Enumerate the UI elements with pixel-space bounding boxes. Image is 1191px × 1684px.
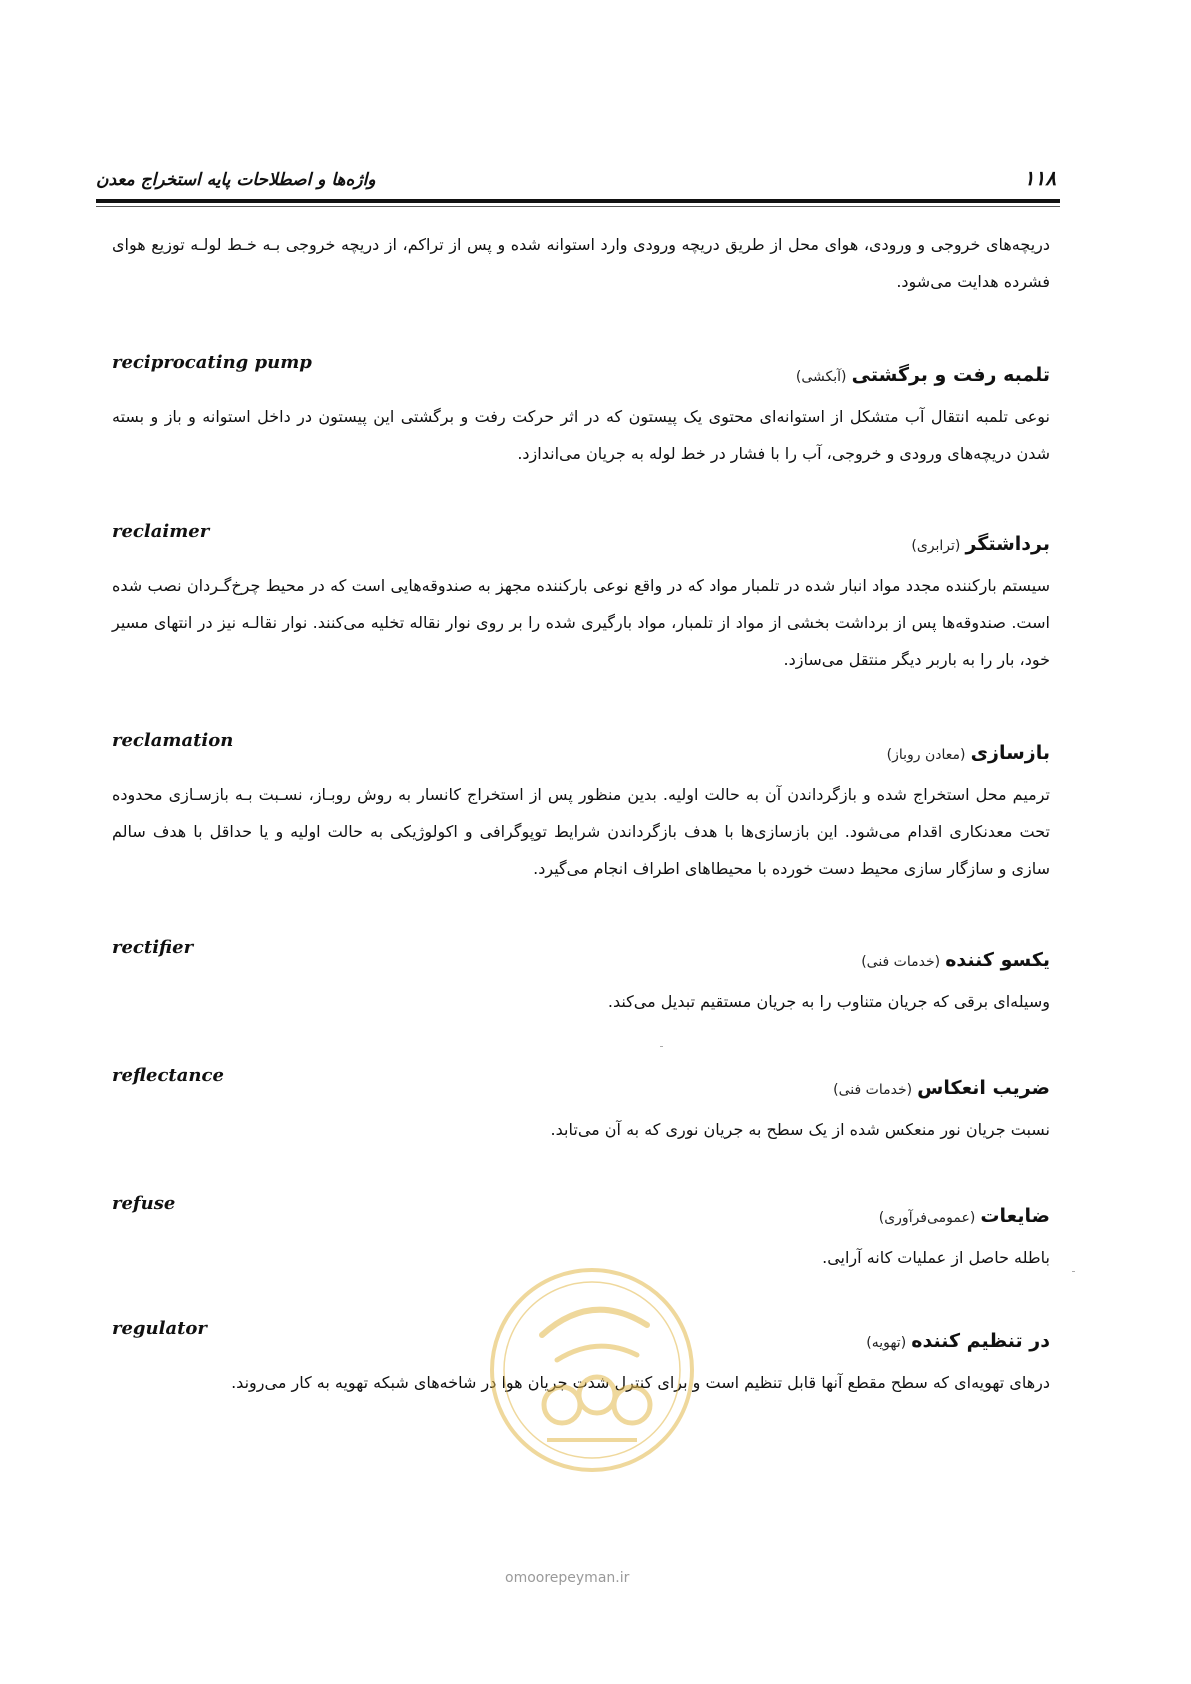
entry-persian-term: ضریب انعکاس bbox=[917, 1077, 1050, 1099]
entry-definition: سیستم بارکننده مجدد مواد انبار شده در تلمبار مواد که در واقع نوعی بارکننده مجهز به صندوقه‌هایی است که در محیط چرخ‌گـردان نصب شده است. صندوقه‌ها پس از برداشت بخشی از مواد از تلمبار، مواد بارگیری شده را بر روی نوار نقاله تخلیه می‌کنند. نوار نقالـه نیز در انتهای مسیر خود، بار را به باربر دیگر منتقل می‌سازد. bbox=[112, 576, 1050, 669]
entry-english-term: reflectance bbox=[112, 1065, 224, 1086]
entry-category: (تهویه) bbox=[866, 1335, 907, 1351]
entry-english-term: refuse bbox=[112, 1193, 176, 1214]
entry-category: (خدمات فنی) bbox=[861, 954, 941, 970]
page-number: ۱۱۸ bbox=[1023, 166, 1056, 190]
entry-english-term: reciprocating pump bbox=[112, 352, 312, 373]
entry-persian-term: در تنظیم کننده bbox=[911, 1330, 1050, 1352]
entry-persian-term: بازسازی bbox=[970, 742, 1050, 764]
entry-persian-heading bbox=[796, 364, 1050, 386]
entry-definition: وسیله‌ای برقی که جریان متناوب را به جریان مستقیم تبدیل می‌کند. bbox=[607, 992, 1050, 1011]
entry-persian-term: برداشتگر bbox=[965, 533, 1050, 555]
header-rule bbox=[96, 199, 1060, 203]
entry-persian-heading bbox=[887, 742, 1050, 764]
entry-category: (معادن روباز) bbox=[886, 747, 966, 763]
entry-persian-term: یکسو کننده bbox=[945, 949, 1050, 971]
entry-definition: نوعی تلمبه انتقال آب متشکل از استوانه‌ای محتوی یک پیستون که در اثر حرکت رفت و برگشتی این پیستون در داخل استوانه و باز و بسته شدن دریچه‌های ورودی و خروجی، آب را با فشار در خط لوله به جریان می‌اندازد. bbox=[112, 407, 1050, 463]
entry-category: (عمومی‌فرآوری) bbox=[878, 1210, 976, 1226]
entry-english-term: rectifier bbox=[112, 937, 194, 958]
entry-definition: درهای تهویه‌ای که سطح مقطع آنها قابل تنظیم است و برای کنترل شدت جریان هوا در شاخه‌های شبکه تهویه به کار می‌روند. bbox=[231, 1373, 1050, 1392]
entry-category: (ترابری) bbox=[911, 538, 961, 554]
entry-category: (آبکشی) bbox=[795, 369, 847, 385]
entry-persian-term: تلمبه رفت و برگشتی bbox=[851, 364, 1050, 386]
entry-persian-heading bbox=[861, 949, 1050, 971]
watermark-logo bbox=[487, 1265, 697, 1475]
watermark-url: omoorepeyman.ir bbox=[505, 1570, 630, 1586]
entry-english-term: regulator bbox=[112, 1318, 207, 1339]
entry-english-term: reclamation bbox=[112, 730, 234, 751]
entry-english-term: reclaimer bbox=[112, 521, 210, 542]
entry-persian-heading bbox=[911, 533, 1050, 555]
entry-persian-term: ضایعات bbox=[980, 1205, 1050, 1227]
entry-persian-heading bbox=[866, 1330, 1050, 1352]
scan-speck bbox=[1072, 1271, 1075, 1272]
header-rule-thin bbox=[96, 206, 1060, 207]
intro-paragraph: دریچه‌های خروجی و ورودی، هوای محل از طریق دریچه ورودی وارد استوانه شده و پس از تراکم، از دریچه خروجی بـه خـط لولـه توزیع هوای فشرده هدایت می‌شود. bbox=[112, 235, 1050, 291]
entry-persian-heading bbox=[879, 1205, 1050, 1227]
entry-definition: باطله حاصل از عملیات کانه آرایی. bbox=[822, 1248, 1050, 1267]
scan-speck bbox=[660, 1046, 663, 1047]
entry-definition: ترمیم محل استخراج شده و بازگرداندن آن به حالت اولیه. بدین منظور پس از استخراج کانسار به روش روبـاز، نسـبت بـه بازسـازی محدوده تحت معدنکاری اقدام می‌شود. این بازسازی‌ها با هدف بازگرداندن شرایط توپوگرافی و اکولوژیکی به حالت اولیه و یا حداقل با هدف سالم سازی و سازگار سازی محیط دست خورده با محیطاهای اطراف انجام می‌گیرد. bbox=[112, 785, 1050, 878]
running-header bbox=[96, 166, 1060, 194]
book-title: واژه‌ها و اصطلاحات پایه استخراج معدن bbox=[96, 170, 376, 190]
entry-persian-heading bbox=[833, 1077, 1050, 1099]
entry-category: (خدمات فنی) bbox=[833, 1082, 913, 1098]
entry-definition: نسبت جریان نور منعکس شده از یک سطح به جریان نوری که به آن می‌تابد. bbox=[550, 1120, 1050, 1139]
